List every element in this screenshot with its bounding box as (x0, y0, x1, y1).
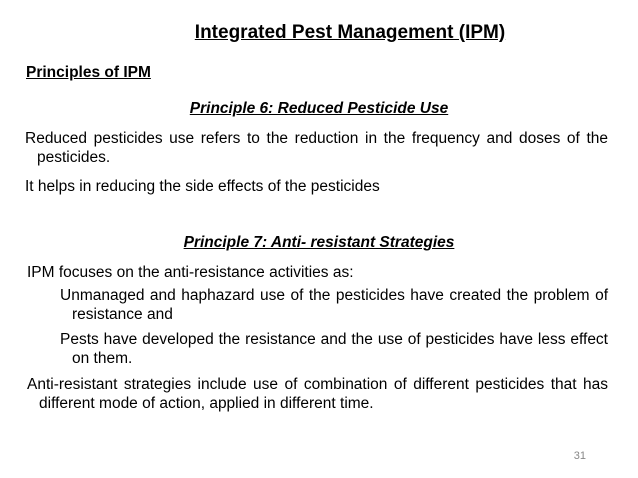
principle-7-sub-point-2: Pests have developed the resistance and the use of pesticides have less effect on them. (60, 331, 608, 367)
principle-7-sub-point-1: Unmanaged and haphazard use of the pesticides have created the problem of resistance and (60, 287, 608, 323)
page-number: 31 (573, 450, 586, 462)
principle-6-paragraph-1: Reduced pesticides use refers to the reduction in the frequency and doses of the pesticides. (25, 130, 608, 166)
principle-6-paragraph-2: It helps in reducing the side effects of the pesticides (25, 178, 380, 195)
principle-7-intro: IPM focuses on the anti-resistance activities as: (27, 264, 354, 281)
principle-7-heading: Principle 7: Anti- resistant Strategies (183, 234, 455, 251)
slide-title: Integrated Pest Management (IPM) (194, 22, 506, 43)
principle-6-heading: Principle 6: Reduced Pesticide Use (189, 100, 449, 117)
principle-7-conclusion: Anti-resistant strategies include use of combination of different pesticides that has different mode of action, applied in different time. (27, 376, 608, 412)
section-label: Principles of IPM (26, 64, 151, 81)
